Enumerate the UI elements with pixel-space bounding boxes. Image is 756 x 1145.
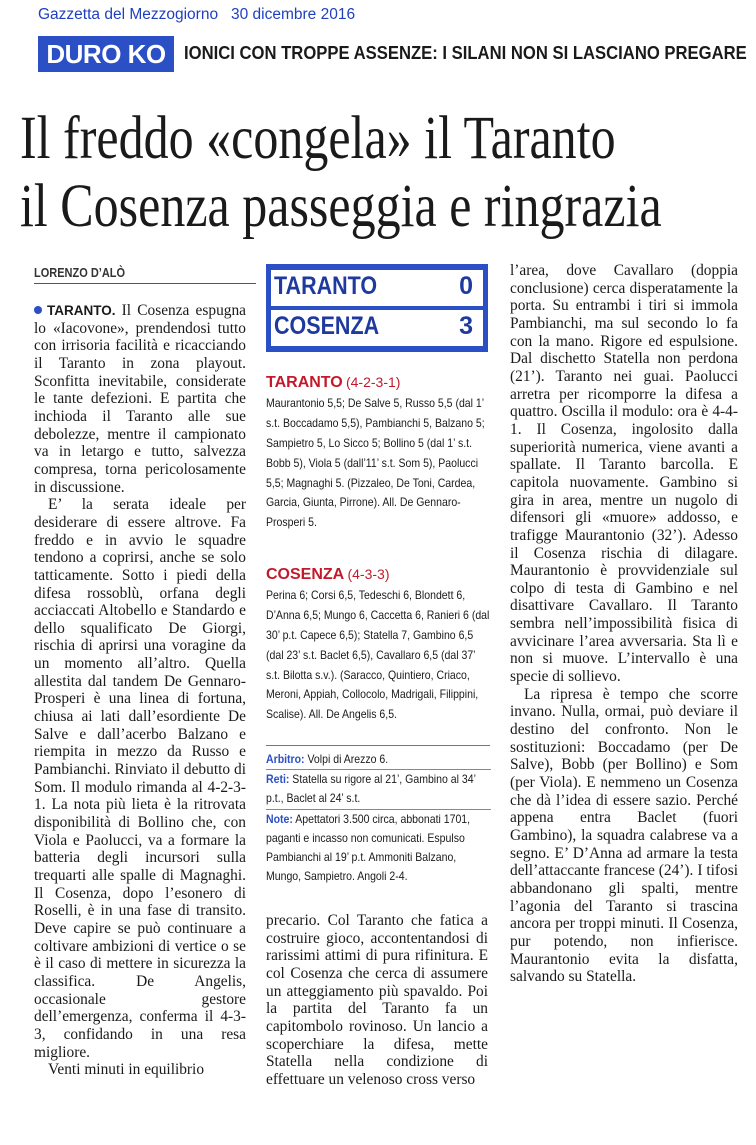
article-paragraph bbox=[34, 302, 246, 496]
lineup-home bbox=[266, 373, 491, 533]
goals-label: Reti: bbox=[266, 773, 290, 787]
match-notes bbox=[266, 750, 492, 886]
lineup-formation: (4-3-3) bbox=[347, 566, 390, 582]
article-paragraph: Venti minuti in equilibrio bbox=[48, 1061, 205, 1079]
home-score: 0 bbox=[459, 272, 473, 300]
lineup-formation: (4-2-3-1) bbox=[345, 374, 401, 390]
divider bbox=[266, 745, 490, 746]
kicker-text: IONICI CON TROPPE ASSENZE: I SILANI NON SI LASCIANO PREGARE bbox=[184, 42, 747, 63]
lineup-team-name: TARANTO bbox=[266, 374, 343, 391]
scoreboard-row-home bbox=[271, 270, 483, 306]
kicker-badge: DURO KO bbox=[38, 36, 174, 72]
headline-line-2: il Cosenza passeggia e ringrazia bbox=[20, 173, 662, 240]
goals-value: Statella su rigore al 21’, Gambino al 34’ p.t., Baclet al 24’ s.t. bbox=[266, 773, 476, 806]
masthead: Gazzetta del Mezzogiorno 30 dicembre 2016 bbox=[38, 6, 356, 23]
article-paragraph: E’ la serata ideale per desiderare di essere altrove. Fa freddo e in avvio le squadre tendono a coprirsi, anche se solo tatticamente. Sotto i piedi della difesa rossoblù, orfana degli acciaccati Altobello e Standardo e dello squalificato De Giorgi, rischia di aprirsi una voragine da un momento all’altro. Quella allestita dal tandem De Gennaro-Prosperi è una linea di fortuna, chiusa ai lati dall’esordiente De Salve e dall’acerbo Balzano e riempita in mezzo da Russo e Pambianchi. Rinviato il debutto di Som. Il modulo rimanda al 4-2-3-1. La nota più lieta è la ritrovata disponibilità di Bollino che, con Viola e Paolucci, va a formare la batteria degli incursori sulla trequarti alle spalle di Magnaghi. Il Cosenza, dopo l’esonero di Roselli, è in una fase di transito. Deve capire se può continuare a coltivare ambizioni di vertice o se è il caso di mettere in sicurezza la classifica. De Angelis, occasionale gestore dell’emergenza, conferma il 4-3-3, confidando in una resa migliore. bbox=[34, 496, 246, 1061]
dateline: TARANTO. bbox=[47, 303, 116, 318]
notes-value: Apettatori 3.500 circa, abbonati 1701, paganti e incasso non comunicati. Espulso Pambianchi al 19’ p.t. Ammoniti Balzano, Mungo, Sampietro. Angoli 2-4. bbox=[266, 812, 471, 884]
byline: LORENZO D’ALÒ bbox=[34, 266, 126, 280]
article-paragraph: l’area, dove Cavallaro (doppia conclusione) cerca disperatamente la porta. Su entrambi i tiri si immola Pambianchi, ma sul secondo lo fa con la mano. Rigore ed espulsione. Dal dischetto Statella non perdona (21’). Taranto nei guai. Paolucci arretra per ricomporre la difesa a quattro. Oscilla il modulo: ora è 4-4-1. Il Cosenza, ingolosito dalla superiorità numerica, viene avanti a spallate. Il Taranto barcolla. E capitola nuovamente. Gambino si gira in area, mentre un nugolo di difensori gli «muore» addosso, e trafigge Maurantonio (32’). Adesso il Cosenza rischia di dilagare. Maurantonio è provvidenziale sul colpo di testa di Gambino e nel disattivare Cavallaro. Il Taranto sembra nell’impossibilità fisica di avvicinare l’area avversaria. Sta lì e non si muove. L’intervallo è una specie di sollievo. bbox=[510, 262, 738, 686]
away-team: COSENZA bbox=[274, 312, 380, 340]
headline-line-1: Il freddo «congela» il Taranto bbox=[20, 105, 616, 172]
article-paragraph: La ripresa è tempo che scorre invano. Nulla, ormai, può deviare il destino del confronto. Non le sostituzioni: Boccadamo (per De Salve), Bobb (per Bollino) e Som (per Viola). E nemmeno un Cosenza che dà l’idea di essere sazio. Perché appena entra Baclet (fuori Gambino), la squadra calabrese va a segno. E’ D’Anna ad armare la testa dell’attaccante francese (24’). I tifosi abbandonano gli spalti, mentre l’agonia del Taranto si trascina ancora per troppi minuti. Il Cosenza, pur potendo, non infierisce. Maurantonio evita la disfatta, salvando su Statella. bbox=[510, 685, 738, 986]
scoreboard-row-away bbox=[271, 310, 483, 346]
lineup-away bbox=[266, 565, 491, 725]
article-column-3 bbox=[510, 262, 738, 986]
referee-label: Arbitro: bbox=[266, 753, 305, 766]
lineup-players: Maurantonio 5,5; De Salve 5, Russo 5,5 (dal 1’ s.t. Boccadamo 5,5), Pambianchi 5, Balzano 5; Sampietro 5, Lo Sicco 5; Bollino 5 (dal 1’ s.t. Bobb 5), Viola 5 (dall’11’ s.t. Som 5), Paolucci 5,5; Magnaghi 5. (Pizzaleo, De Toni, Cardea, Garcia, Giunta, Pirrone). All. De Gennaro-Prosperi 5. bbox=[266, 396, 485, 530]
scoreboard bbox=[266, 264, 488, 352]
away-score: 3 bbox=[459, 312, 473, 340]
article-column-1 bbox=[34, 302, 246, 1079]
notes-row bbox=[266, 810, 491, 887]
home-team: TARANTO bbox=[274, 272, 378, 300]
byline-rule bbox=[34, 283, 256, 284]
referee-row bbox=[266, 750, 491, 770]
lineup-players: Perina 6; Corsi 6,5, Tedeschi 6, Blondett 6, D’Anna 6,5; Mungo 6, Caccetta 6, Ranieri 6 (dal 30’ p.t. Capece 6,5); Statella 7, Gambino 6,5 (dal 23’ s.t. Baclet 6,5), Cavallaro 6,5 (dal 37’ s.t. Bilotta s.v.). (Saracco, Quintiero, Criaco, Meroni, Appiah, Collocolo, Madrigali, Filippini, Scalise). All. De Angelis 6,5. bbox=[266, 588, 490, 722]
kicker bbox=[38, 36, 747, 72]
referee-value: Volpi di Arezzo 6. bbox=[307, 753, 389, 766]
lineup-team-name: COSENZA bbox=[266, 566, 345, 583]
bullet-dot-icon bbox=[34, 306, 42, 314]
goals-row bbox=[266, 770, 491, 809]
article-paragraph: precario. Col Taranto che fatica a costruire gioco, accontentandosi di rarissimi attimi di pura rifinitura. E col Cosenza che cerca di assumere un atteggiamento più spavaldo. Poi la partita del Taranto fa un capitombolo rovinoso. Un lancio a scoperchiare la difesa, mette Statella nella condizione di effettuare un velenoso cross verso bbox=[266, 912, 488, 1088]
notes-label: Note: bbox=[266, 812, 293, 826]
article-column-2 bbox=[266, 912, 488, 1089]
paragraph-text: Il Cosenza espugna lo «Iacovone», prendendosi tutto con irrisoria facilità e ricacciando il Taranto in zona playout. Sconfitta inevitabile, considerate le tante defezioni. E partita che inchioda il Taranto alle sue debolezze, mentre il campionato va in letargo e tutto, salvezza compresa, torna pericolosamente in discussione. bbox=[34, 302, 246, 496]
